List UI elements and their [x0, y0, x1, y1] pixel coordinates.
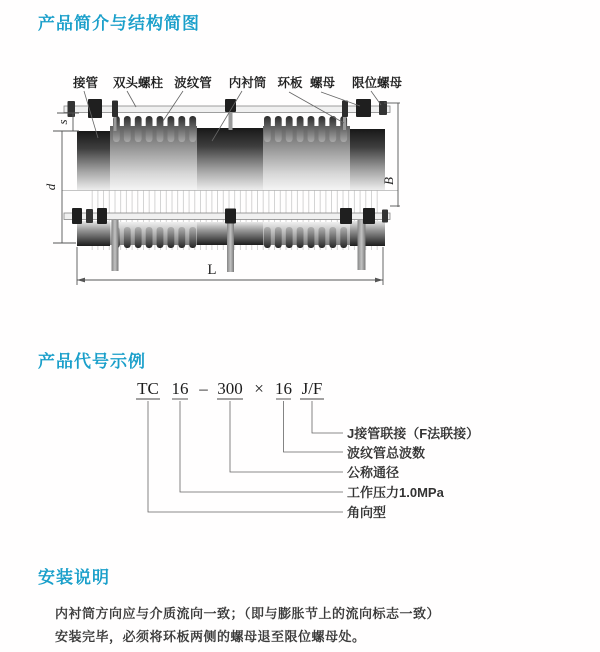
code-segment-type: TC: [137, 379, 159, 398]
code-segment-connection: J/F: [301, 379, 323, 398]
dim-label-d: d: [43, 183, 58, 191]
callout-angular-type: 角向型: [347, 505, 387, 520]
dim-label-s: s: [55, 119, 70, 125]
dim-label-L: L: [207, 262, 217, 278]
section-title-install: 安装说明: [38, 568, 110, 587]
part-label-liner: 内衬筒: [228, 76, 267, 90]
callout-connectors: [148, 401, 343, 512]
part-label-connecting-pipe: 接管: [72, 76, 99, 90]
callout-connection: J接管联接（F法联接）: [347, 426, 480, 441]
part-label-limit-nut: 限位螺母: [351, 76, 403, 90]
code-segment-waves: 16: [275, 379, 292, 398]
lower-assembly: [64, 208, 390, 272]
dim-label-B: B: [381, 177, 396, 185]
part-label-ring-plate: 环板: [277, 76, 303, 90]
code-example-diagram: [0, 340, 600, 540]
install-instruction-line: 内衬筒方向应与介质流向一致；（即与膨胀节上的流向标志一致）: [55, 606, 441, 621]
pipe-end-upper-left: [77, 131, 110, 190]
callout-nominal-diameter: 公称通径: [347, 465, 400, 480]
pipe-end-upper-right: [350, 129, 385, 190]
code-segment-times: ×: [254, 379, 264, 398]
code-segment-pressure: 16: [171, 379, 189, 398]
callout-working-pressure: 工作压力1.0MPa: [347, 485, 444, 500]
center-collar-upper: [197, 128, 263, 190]
part-label-stud: 双头螺柱: [112, 76, 164, 90]
code-segment-diameter: 300: [217, 379, 243, 398]
part-label-nut: 螺母: [309, 76, 336, 90]
section-title-code: 产品代号示例: [38, 352, 146, 371]
callout-wave-count: 波纹管总波数: [347, 445, 426, 461]
install-instruction-line: 安装完毕，必须将环板两侧的螺母退至限位螺母处。: [55, 629, 366, 644]
code-segment-dash: –: [199, 379, 208, 398]
pipe-end-lower-left: [77, 221, 110, 246]
part-label-bellows: 波纹管: [174, 76, 212, 90]
pipe-end-lower-right: [350, 221, 385, 246]
upper-assembly: [64, 99, 390, 190]
section-title-intro: 产品简介与结构简图: [38, 14, 200, 33]
